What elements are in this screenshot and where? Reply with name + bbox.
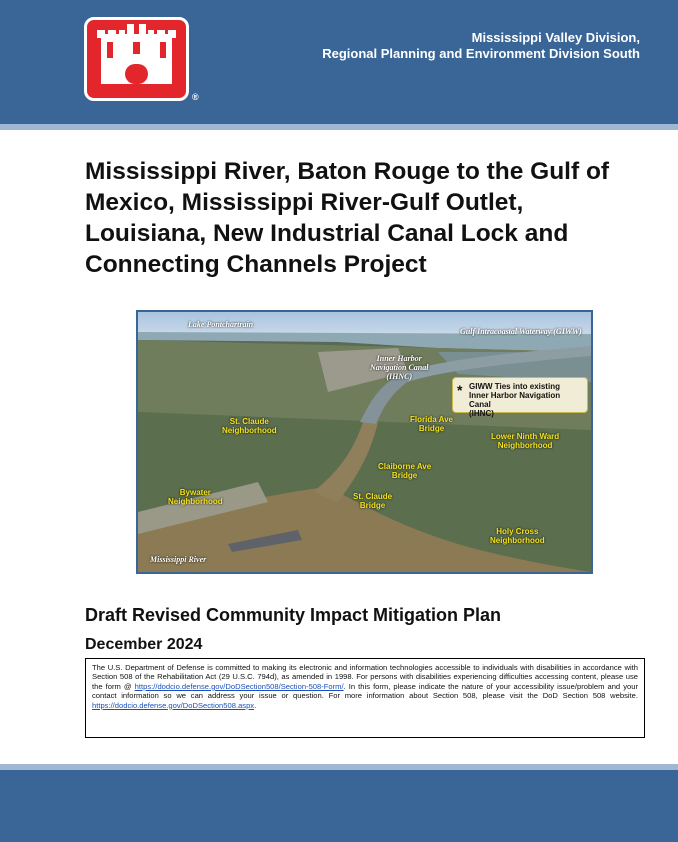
label-ihnc: Inner Harbor Navigation Canal (IHNC) [370, 354, 429, 381]
org-line-2: Regional Planning and Environment Division South [322, 46, 640, 61]
star-icon: * [457, 382, 463, 398]
aerial-photo [136, 310, 593, 574]
callout-giww-ties: * GIWW Ties into existing Inner Harbor Navigation Canal (IHNC) [452, 377, 588, 413]
label-holy-cross: Holy Cross Neighborhood [490, 527, 545, 545]
label-lower-ninth-ward: Lower Ninth Ward Neighborhood [491, 432, 560, 450]
footer-band [0, 770, 678, 842]
label-st-claude-neighborhood: St. Claude Neighborhood [222, 417, 277, 435]
header-stripe [0, 124, 678, 130]
label-lake-pontchartrain: Lake Pontchartrain [188, 320, 254, 329]
label-mississippi-river: Mississippi River [150, 555, 207, 564]
org-line-1: Mississippi Valley Division, [471, 30, 640, 45]
document-date: December 2024 [85, 636, 203, 653]
section-508-form-link[interactable]: https://dodcio.defense.gov/DoDSection508/Section-508-Form/ [134, 681, 344, 691]
label-bywater-neighborhood: Bywater Neighborhood [168, 488, 223, 506]
label-florida-ave-bridge: Florida Ave Bridge [410, 415, 453, 433]
registered-mark: ® [192, 92, 199, 102]
section-508-notice: The U.S. Department of Defense is committed to making its electronic and information technologies accessible to individuals with disabilities in accordance with Section 508 of the Rehabilitation Act (29 U.S.C. 794d), as amended in 1998. For persons with disabilities experiencing difficulties accessing content, please use the form @ https://dodcio.defense.gov/DoDSection508/Section-508-Form/. In this form, please indicate the nature of your accessibility issue/problem and your contact information so we can address your issue or question. For more information about Section 508, please visit the DoD Section 508 website. https://dodcio.defense.gov/DoDSection508.aspx. [85, 658, 645, 738]
organization-name [322, 30, 640, 62]
label-st-claude-bridge: St. Claude Bridge [353, 492, 393, 510]
label-giww: Gulf Intracoastal Waterway (GIWW) [460, 327, 582, 336]
label-claiborne-ave-bridge: Claiborne Ave Bridge [378, 462, 432, 480]
document-title: Mississippi River, Baton Rouge to the Gulf of Mexico, Mississippi River-Gulf Outlet, Louisiana, New Industrial Canal Lock and Connecting Channels Project [85, 158, 610, 278]
dod-section-508-link[interactable]: https://dodcio.defense.gov/DoDSection508.aspx [92, 700, 255, 710]
castle-icon [84, 17, 189, 101]
document-subtitle: Draft Revised Community Impact Mitigation Plan [85, 605, 502, 625]
